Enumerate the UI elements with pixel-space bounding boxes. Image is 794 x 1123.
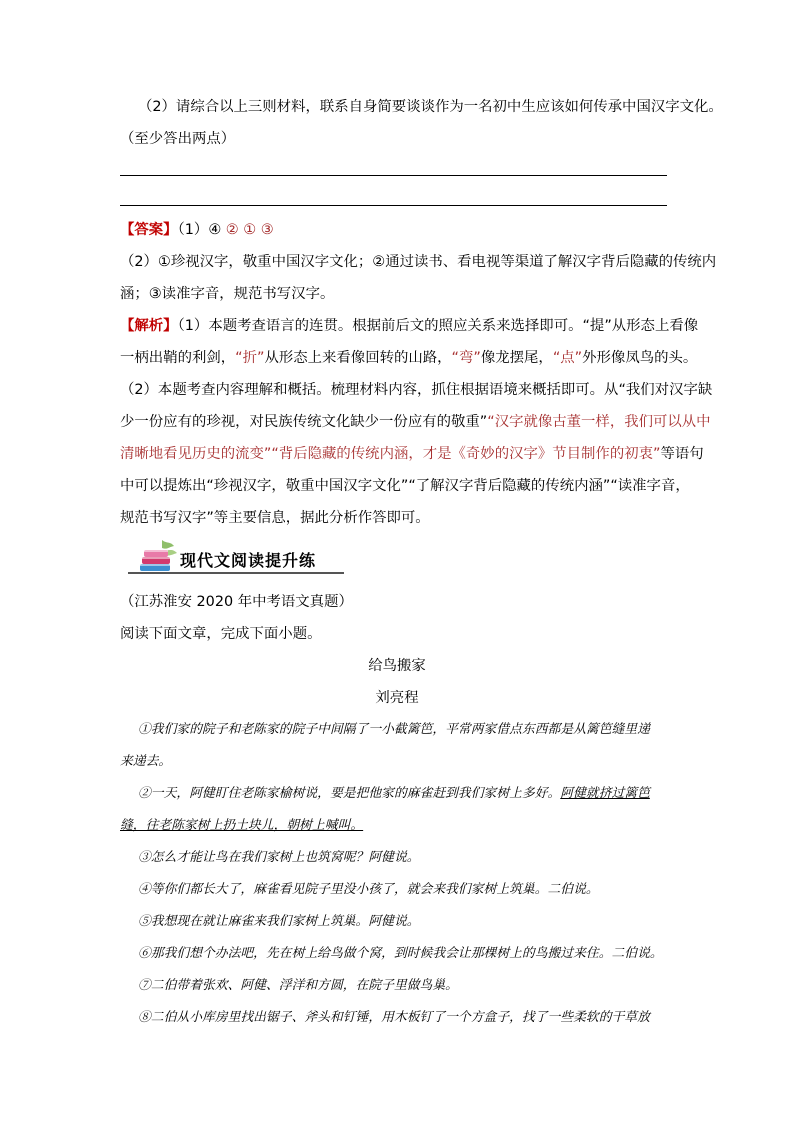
analysis-label: 【解析】 bbox=[120, 318, 178, 334]
analysis-line-1 bbox=[120, 316, 698, 336]
paragraph-8: ⑧二伯从小库房里找出锯子、斧头和钉锤，用木板钉了一个方盒子，找了一些柔软的干草放 bbox=[138, 1010, 650, 1025]
analysis-quote-4b: “汉字就像古董一样，我们可以从中 bbox=[487, 414, 711, 430]
answer-blank-line-1 bbox=[120, 175, 667, 176]
analysis-quote-5b: “背后隐藏的传统内涵，才是《奇妙的汉字》节目制作的初衷” bbox=[271, 446, 661, 462]
analysis-quote-wan: “弯” bbox=[451, 350, 481, 366]
question-2-line-1: （2）请综合以上三则材料，联系自身简要谈谈作为一名初中生应该如何传承中国汉字文化。 bbox=[138, 99, 723, 115]
exam-source: （江苏淮安 2020 年中考语文真题） bbox=[120, 594, 353, 610]
analysis-quote-5a: 清晰地看见历史的流变” bbox=[120, 446, 272, 462]
answer-label: 【答案】 bbox=[120, 222, 178, 238]
section-title: 现代文阅读提升练 bbox=[180, 551, 317, 570]
section-title-underline bbox=[128, 572, 344, 574]
analysis-line-4 bbox=[120, 412, 711, 432]
paragraph-6: ⑥那我们想个办法吧，先在树上给鸟做个窝，到时候我会让那棵树上的鸟搬过来住。二伯说。 bbox=[138, 946, 663, 961]
paragraph-1-line-1: ①我们家的院子和老陈家的院子中间隔了一小截篱笆，平常两家借点东西都是从篱笆缝里递 bbox=[138, 722, 650, 737]
reading-instruction: 阅读下面文章，完成下面小题。 bbox=[120, 626, 322, 642]
answer-line-3: 涵；③读准字音，规范书写汉字。 bbox=[120, 286, 335, 302]
analysis-text-2a: 一柄出鞘的利剑， bbox=[120, 350, 236, 366]
analysis-line-5 bbox=[120, 444, 704, 464]
paragraph-1-line-2: 来递去。 bbox=[120, 754, 172, 769]
paragraph-4: ④等你们都长大了，麻雀看见院子里没小孩了，就会来我们家树上筑巢。二伯说。 bbox=[138, 882, 599, 897]
analysis-line-7: 规范书写汉字”等主要信息，据此分析作答即可。 bbox=[120, 510, 430, 526]
paragraph-5: ⑤我想现在就让麻雀来我们家树上筑巢。阿健说。 bbox=[138, 914, 420, 929]
analysis-line-2 bbox=[120, 348, 697, 368]
article-title: 给鸟搬家 bbox=[368, 658, 426, 674]
section-banner bbox=[128, 538, 344, 578]
answer-blank-line-2 bbox=[120, 205, 667, 206]
books-icon bbox=[134, 538, 180, 574]
paragraph-2-line-1 bbox=[138, 784, 650, 804]
analysis-text-5c: 等语句 bbox=[660, 446, 704, 462]
paragraph-7: ⑦二伯带着张欢、阿健、浮洋和方圆，在院子里做鸟巢。 bbox=[138, 978, 458, 993]
answer-line-2: （2）①珍视汉字，敬重中国汉字文化；②通过读书、看电视等渠道了解汉字背后隐藏的传统内 bbox=[120, 254, 717, 270]
paragraph-2-underlined-a: 阿健就挤过篱笆 bbox=[560, 786, 650, 801]
analysis-text-2e: 像龙摆尾， bbox=[480, 350, 553, 366]
analysis-line-3: （2）本题考查内容理解和概括。梳理材料内容，抓住根据语境来概括即可。从“我们对汉字缺 bbox=[120, 382, 713, 398]
paragraph-2-line-2: 缝，往老陈家树上扔土块儿，朝树上喊叫。 bbox=[120, 818, 364, 833]
analysis-text-4a: 少一份应有的珍视，对民族传统文化缺少一份应有的敬重” bbox=[120, 414, 488, 430]
answer-line-1 bbox=[120, 220, 274, 240]
analysis-quote-dian: “点” bbox=[552, 350, 583, 366]
analysis-text-2g: 外形像凤鸟的头。 bbox=[582, 350, 698, 366]
analysis-text-1: （1）本题考查语言的连贯。根据前后文的照应关系来选择即可。“提”从形态上看像 bbox=[177, 318, 699, 334]
answer-part1-prefix: （1）④ bbox=[177, 222, 222, 238]
article-author: 刘亮程 bbox=[375, 690, 419, 706]
answer-part1-rest: ② ① ③ bbox=[225, 222, 274, 238]
analysis-line-6: 中可以提炼出“珍视汉字，敬重中国汉字文化”“了解汉字背后隐藏的传统内涵”“读准字音， bbox=[120, 478, 690, 494]
analysis-quote-zhe: “折” bbox=[235, 350, 265, 366]
paragraph-3: ③怎么才能让鸟在我们家树上也筑窝呢？阿健说。 bbox=[138, 850, 420, 865]
paragraph-2-text-a: ②一天，阿健盯住老陈家榆树说，要是把他家的麻雀赶到我们家树上多好。 bbox=[138, 786, 561, 801]
question-2-line-2: （至少答出两点） bbox=[120, 131, 236, 147]
analysis-text-2c: 从形态上来看像回转的山路， bbox=[264, 350, 452, 366]
